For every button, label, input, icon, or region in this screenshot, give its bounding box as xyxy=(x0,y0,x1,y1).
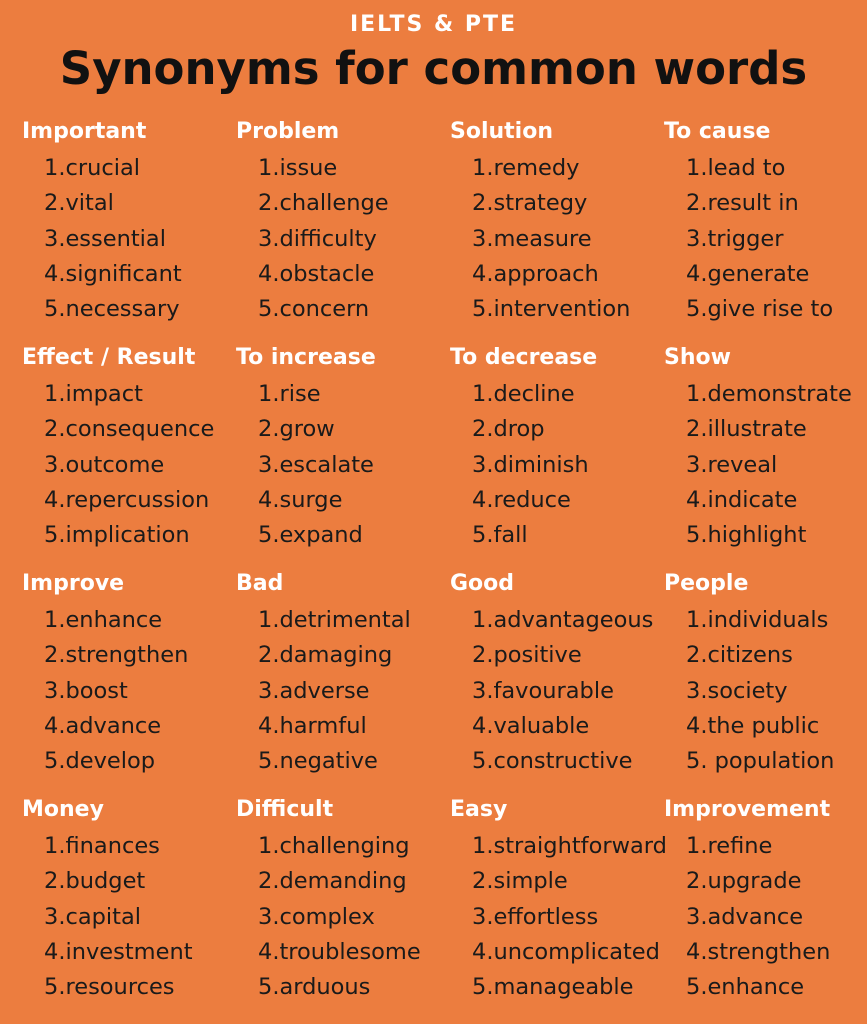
synonym-item: 2.illustrate xyxy=(686,416,807,443)
synonym-item: 4.generate xyxy=(686,260,810,287)
synonym-item: 5.highlight xyxy=(686,522,807,549)
synonym-item: 1.issue xyxy=(258,155,338,181)
group-title: Difficult xyxy=(236,797,334,822)
synonym-item: 2.upgrade xyxy=(686,868,802,895)
synonym-item: 3.escalate xyxy=(258,451,374,478)
synonym-item: 5.negative xyxy=(258,748,378,775)
synonym-item: 5.implication xyxy=(44,522,190,549)
synonym-item: 3.advance xyxy=(686,903,804,930)
synonym-item: 4.harmful xyxy=(258,712,367,739)
synonym-item: 2.consequence xyxy=(44,416,215,443)
synonym-item: 2.citizens xyxy=(686,642,793,669)
synonym-item: 3.difficulty xyxy=(258,225,377,252)
group-title: People xyxy=(664,571,749,596)
synonym-item: 2.budget xyxy=(44,868,146,895)
synonym-item: 5.fall xyxy=(472,522,528,549)
group-title: To cause xyxy=(664,119,771,144)
synonym-item: 2.strengthen xyxy=(44,642,189,669)
page-title: Synonyms for common words xyxy=(59,42,808,95)
synonym-item: 1.impact xyxy=(44,381,143,407)
group-title: Effect / Result xyxy=(22,345,196,370)
synonym-item: 5.resources xyxy=(44,974,175,1001)
group-title: Solution xyxy=(450,119,553,144)
synonym-item: 5.arduous xyxy=(258,974,371,1001)
synonym-item: 3.diminish xyxy=(472,451,589,478)
synonym-item: 1.lead to xyxy=(686,155,786,181)
synonym-item: 3.outcome xyxy=(44,451,165,478)
synonym-item: 4.valuable xyxy=(472,712,590,739)
synonym-item: 1.refine xyxy=(686,833,773,859)
synonym-item: 4.surge xyxy=(258,486,343,513)
synonym-item: 3.adverse xyxy=(258,677,370,704)
synonym-item: 4.significant xyxy=(44,260,182,287)
group-title: Easy xyxy=(450,797,508,822)
synonym-item: 5. population xyxy=(686,748,835,775)
synonym-item: 3.complex xyxy=(258,903,375,930)
synonym-item: 4.repercussion xyxy=(44,486,210,513)
synonym-item: 1.rise xyxy=(258,381,321,407)
synonym-item: 3.favourable xyxy=(472,677,614,704)
synonym-item: 1.demonstrate xyxy=(686,381,852,407)
synonym-item: 1.remedy xyxy=(472,155,580,181)
synonym-item: 3.society xyxy=(686,677,788,704)
synonym-item: 4.obstacle xyxy=(258,260,375,287)
synonym-item: 2.grow xyxy=(258,416,335,443)
synonym-item: 5.constructive xyxy=(472,748,633,775)
synonym-item: 3.effortless xyxy=(472,903,599,930)
group-title: Important xyxy=(22,119,147,144)
synonym-item: 5.intervention xyxy=(472,296,631,323)
synonym-item: 3.measure xyxy=(472,225,592,252)
group-title: Bad xyxy=(236,571,284,596)
synonym-item: 2.drop xyxy=(472,416,545,443)
synonym-item: 5.necessary xyxy=(44,296,180,323)
group-title: To increase xyxy=(236,345,376,370)
synonym-item: 5.develop xyxy=(44,748,156,775)
group-title: Good xyxy=(450,571,515,596)
group-title: Money xyxy=(22,797,104,822)
synonym-item: 1.decline xyxy=(472,381,575,407)
synonym-item: 5.enhance xyxy=(686,974,805,1001)
synonym-item: 2.challenge xyxy=(258,190,389,217)
synonym-item: 2.positive xyxy=(472,642,582,669)
synonym-item: 1.crucial xyxy=(44,155,141,181)
synonym-item: 5.manageable xyxy=(472,974,634,1001)
synonym-item: 1.detrimental xyxy=(258,607,411,633)
synonym-item: 1.straightforward xyxy=(472,833,667,859)
group-title: Improvement xyxy=(664,797,831,822)
synonym-item: 4.the public xyxy=(686,712,820,739)
synonym-item: 5.give rise to xyxy=(686,296,834,323)
synonym-item: 5.concern xyxy=(258,296,370,323)
group-title: Problem xyxy=(236,119,340,144)
synonym-item: 3.trigger xyxy=(686,225,784,252)
synonym-item: 1.enhance xyxy=(44,607,163,633)
synonym-item: 3.essential xyxy=(44,225,166,252)
group-title: To decrease xyxy=(450,345,598,370)
synonym-item: 3.boost xyxy=(44,677,128,704)
synonym-item: 2.simple xyxy=(472,868,568,895)
synonym-item: 1.advantageous xyxy=(472,607,654,633)
synonym-item: 1.individuals xyxy=(686,607,829,633)
header-subtitle: IELTS & PTE xyxy=(349,12,518,37)
synonym-item: 4.indicate xyxy=(686,486,798,513)
synonym-item: 1.finances xyxy=(44,833,160,859)
group-title: Show xyxy=(664,345,731,370)
synonym-item: 5.expand xyxy=(258,522,363,549)
synonym-item: 4.strengthen xyxy=(686,938,831,965)
synonym-item: 4.investment xyxy=(44,938,193,965)
synonym-item: 3.reveal xyxy=(686,451,778,478)
group-title: Improve xyxy=(22,571,125,596)
synonym-item: 2.damaging xyxy=(258,642,393,669)
synonym-item: 4.advance xyxy=(44,712,162,739)
synonym-item: 3.capital xyxy=(44,903,142,930)
synonym-item: 4.uncomplicated xyxy=(472,938,660,965)
synonym-item: 4.reduce xyxy=(472,486,571,513)
synonym-item: 2.demanding xyxy=(258,868,407,895)
synonym-item: 1.challenging xyxy=(258,833,410,859)
synonym-item: 2.vital xyxy=(44,190,114,217)
synonym-item: 4.approach xyxy=(472,260,599,287)
synonym-item: 2.result in xyxy=(686,190,799,217)
synonym-item: 2.strategy xyxy=(472,190,588,217)
synonym-item: 4.troublesome xyxy=(258,938,421,965)
